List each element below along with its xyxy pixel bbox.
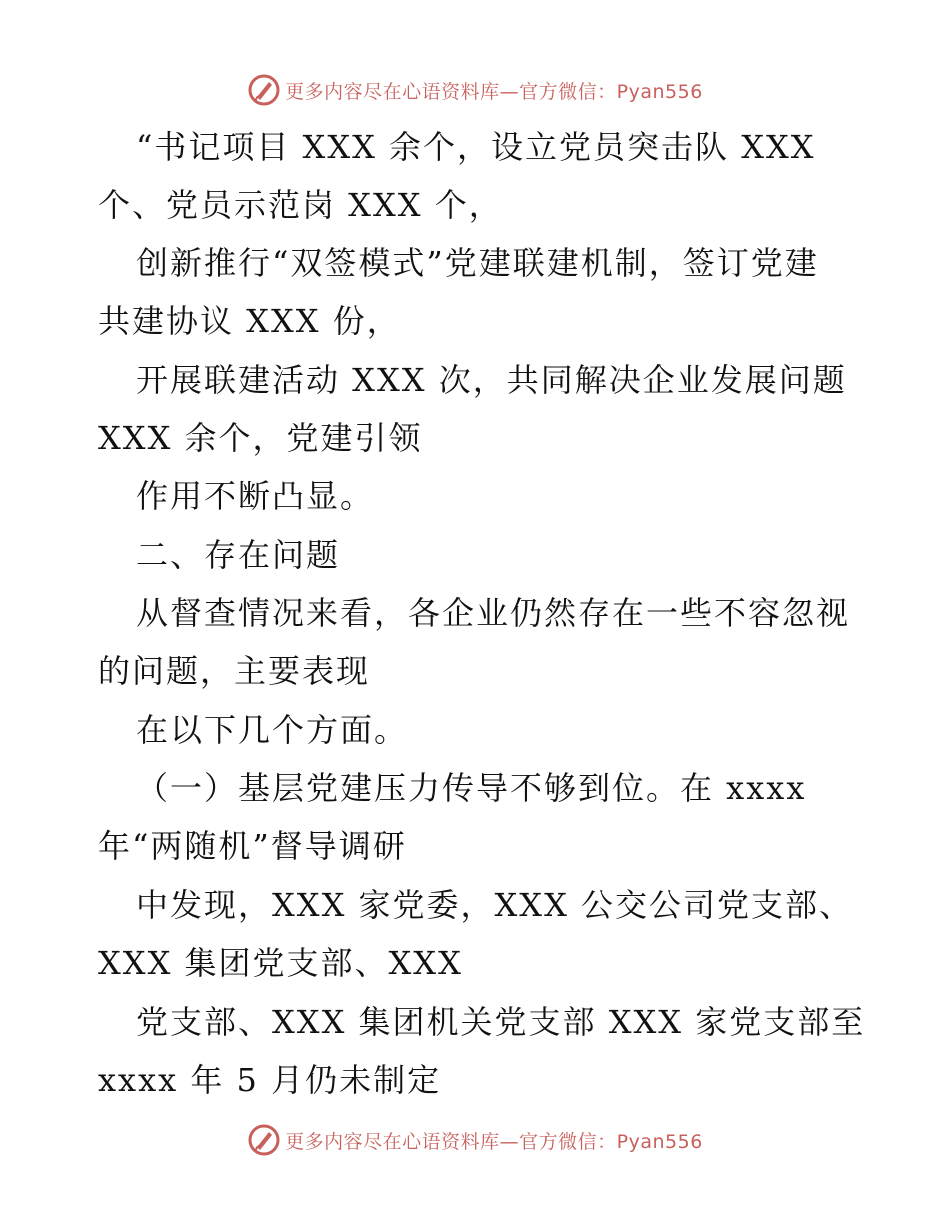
text-line: xxxx 年 5 月仍未制定 bbox=[98, 1061, 442, 1099]
watermark-text: 更多内容尽在心语资料库—官方微信：Pyan556 bbox=[285, 80, 703, 103]
text-line: 从督查情况来看，各企业仍然存在一些不容忽视 bbox=[136, 594, 851, 632]
text-line: XXX 集团党支部、XXX bbox=[98, 944, 463, 982]
subsection-heading: （一）基层党建压力传导不够到位。在 xxxx bbox=[136, 769, 807, 807]
text-line: 的问题，主要表现 bbox=[98, 652, 371, 690]
watermark-text: 更多内容尽在心语资料库—官方微信：Pyan556 bbox=[285, 1130, 703, 1153]
text-line: 个、党员示范岗 XXX 个， bbox=[98, 186, 503, 224]
text-line: 创新推行“双签模式”党建联建机制，签订党建 bbox=[136, 244, 819, 282]
text-line: 年“两随机”督导调研 bbox=[98, 827, 407, 865]
text-line: 中发现，XXX 家党委，XXX 公交公司党支部、 bbox=[136, 886, 854, 924]
quill-logo-icon bbox=[247, 1123, 281, 1157]
text-line: 党支部、XXX 集团机关党支部 XXX 家党支部至 bbox=[136, 1003, 866, 1041]
text-line: “书记项目 XXX 余个，设立党员突击队 XXX bbox=[136, 128, 816, 166]
text-line: 共建协议 XXX 份， bbox=[98, 302, 401, 340]
section-heading: 二、存在问题 bbox=[136, 536, 341, 574]
text-line: XXX 余个，党建引领 bbox=[98, 419, 423, 457]
text-line: 在以下几个方面。 bbox=[136, 711, 409, 749]
text-line: 开展联建活动 XXX 次，共同解决企业发展问题 bbox=[136, 361, 847, 399]
text-line: 作用不断凸显。 bbox=[136, 477, 375, 515]
footer-watermark bbox=[0, 1120, 950, 1160]
